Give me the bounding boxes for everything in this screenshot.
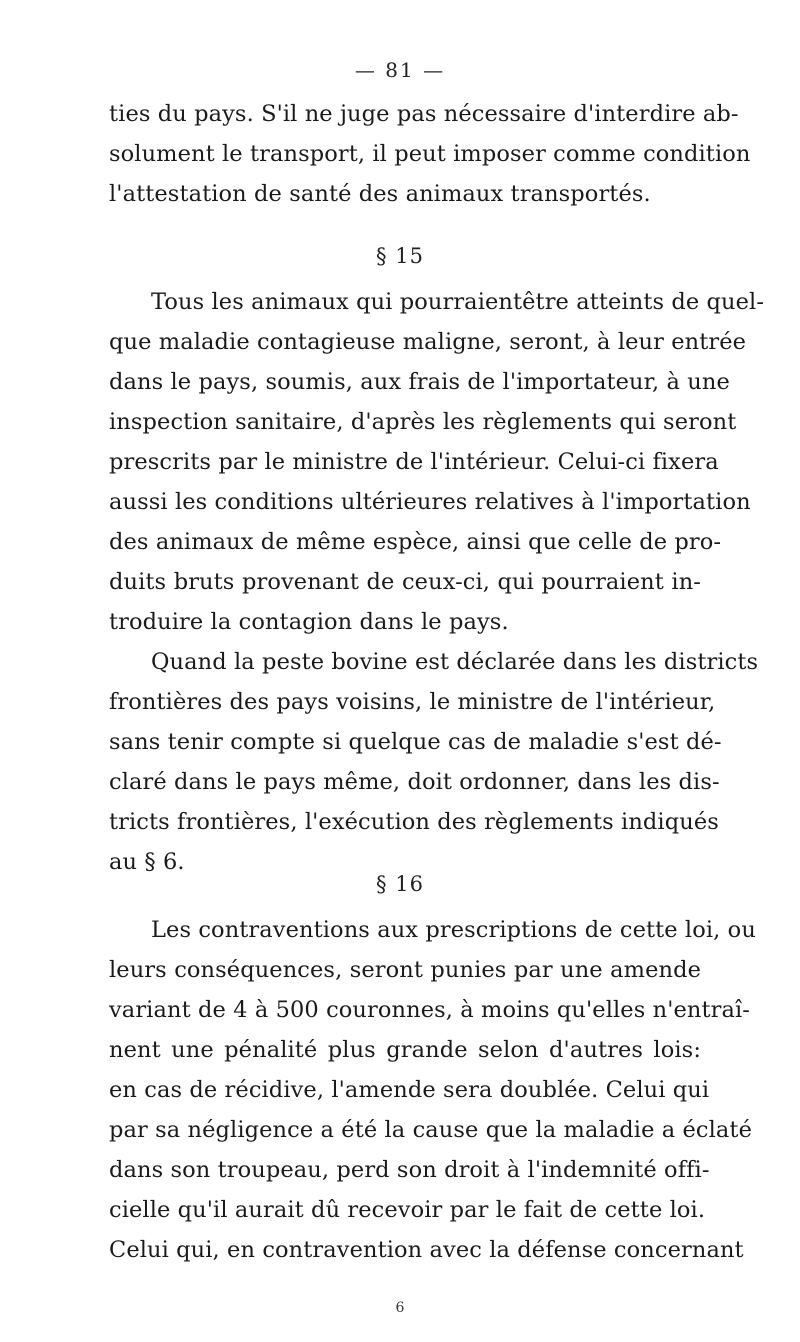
text-line: troduire la contagion dans le pays. [109, 609, 509, 635]
text-line: dans le pays, soumis, aux frais de l'importateur, à une [109, 369, 730, 395]
text-line: en cas de récidive, l'amende sera doublée. Celui qui [109, 1077, 710, 1103]
text-line: frontières des pays voisins, le ministre de l'intérieur, [109, 689, 716, 715]
paragraph-section-15 [109, 282, 765, 642]
text-line: que maladie contagieuse maligne, seront, à leur entrée [109, 329, 747, 355]
text-line: aussi les conditions ultérieures relatives à l'importation [109, 489, 751, 515]
text-line: cielle qu'il aurait dû recevoir par le fait de cette loi. [109, 1197, 706, 1223]
text-line: dans son troupeau, perd son droit à l'indemnité offi- [109, 1157, 710, 1183]
paragraph-section-16 [109, 910, 756, 1270]
section-heading-15: § 15 [376, 244, 424, 268]
paragraph-continuation [109, 94, 751, 214]
text-line: sans tenir compte si quelque cas de maladie s'est dé- [109, 729, 722, 755]
text-line: claré dans le pays même, doit ordonner, dans les dis- [109, 769, 720, 795]
text-line: l'attestation de santé des animaux transportés. [109, 181, 651, 207]
text-line: nent une pénalité plus grande selon d'autres lois: [109, 1037, 701, 1063]
text-line: des animaux de même espèce, ainsi que celle de pro- [109, 529, 722, 555]
text-line: par sa négligence a été la cause que la maladie a éclaté [109, 1117, 752, 1143]
text-line: leurs conséquences, seront punies par une amende [109, 957, 701, 983]
section-heading-16: § 16 [376, 872, 424, 896]
text-line: Celui qui, en contravention avec la défense concernant [109, 1237, 744, 1263]
text-line: prescrits par le ministre de l'intérieur. Celui-ci fixera [109, 449, 719, 475]
paragraph-peste-bovine [109, 642, 759, 882]
text-line: Les contraventions aux prescriptions de cette loi, ou [151, 917, 756, 943]
text-line: Tous les animaux qui pourraientêtre atteints de quel- [151, 289, 765, 315]
page-number-header: — 81 — [354, 58, 446, 82]
text-line: Quand la peste bovine est déclarée dans les districts [151, 649, 759, 675]
text-line: inspection sanitaire, d'après les règlements qui seront [109, 409, 737, 435]
text-line: tricts frontières, l'exécution des règlements indiqués [109, 809, 719, 835]
text-line: solument le transport, il peut imposer comme condition [109, 141, 751, 167]
text-line: duits bruts provenant de ceux-ci, qui pourraient in- [109, 569, 701, 595]
text-line: variant de 4 à 500 couronnes, à moins qu'elles n'entraî- [109, 997, 750, 1023]
text-line: au § 6. [109, 849, 185, 875]
text-line: ties du pays. S'il ne juge pas nécessaire d'interdire ab- [109, 101, 739, 127]
signature-mark: 6 [395, 1300, 405, 1316]
